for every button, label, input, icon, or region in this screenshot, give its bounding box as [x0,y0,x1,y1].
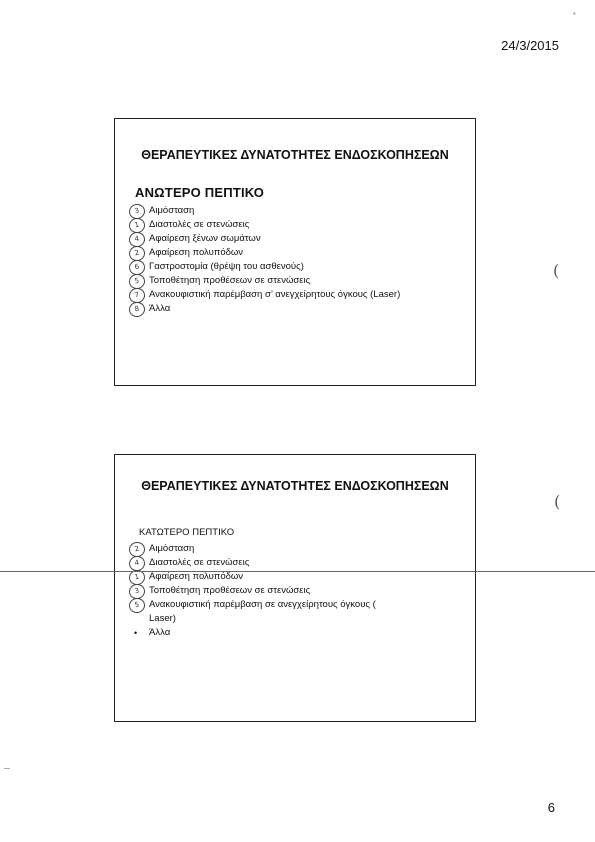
list-item-text: Αφαίρεση ξένων σωμάτων [149,233,261,244]
handwritten-number-mark: 1 [128,569,147,587]
handwritten-number-mark: 5 [128,273,147,291]
list-item-text: Άλλα [149,303,171,314]
section-heading: ΑΝΩΤΕΡΟ ΠΕΠΤΙΚΟ [135,185,265,200]
therapy-list [133,204,400,316]
scan-line [0,571,595,572]
list-item [133,260,400,274]
handwritten-number-mark: 7 [128,287,147,305]
handwritten-parenthesis: ( [553,261,560,280]
handwritten-number-mark: 3 [128,583,147,601]
handwritten-number-mark: 4 [128,231,147,249]
handwritten-number-mark: 4 [128,555,147,573]
section-heading: ΚΑΤΩΤΕΡΟ ΠΕΠΤΙΚΟ [139,527,235,538]
handwritten-number-mark: 2 [128,245,147,263]
corner-mark: * [573,12,576,19]
list-item [133,246,400,260]
page-date: 24/3/2015 [501,38,559,53]
list-item [133,556,379,570]
list-item [133,302,400,316]
list-item [133,542,379,556]
list-item-text: Τοποθέτηση προθέσεων σε στενώσεις [149,585,311,596]
list-item [133,584,379,598]
list-item-text: Διαστολές σε στενώσεις [149,557,250,568]
slide-lower-gi [114,454,476,722]
handwritten-number-mark: 5 [128,597,147,615]
list-item [133,274,400,288]
list-item-text: Άλλα [149,627,171,638]
therapy-list [133,542,379,640]
bullet-mark: • [134,628,138,638]
list-item [133,288,400,302]
list-item-text: Αιμόσταση [149,205,195,216]
slide-title: ΘΕΡΑΠΕΥΤΙΚΕΣ ΔΥΝΑΤΟΤΗΤΕΣ ΕΝΔΟΣΚΟΠΗΣΕΩΝ [141,148,449,162]
list-item-text: Γαστροστομία (θρέψη του ασθενούς) [149,261,304,272]
margin-tick [4,768,10,769]
list-item [133,204,400,218]
list-item [133,598,379,626]
handwritten-number-mark: 3 [128,203,147,221]
handwritten-number-mark: 6 [128,259,147,277]
list-item [133,232,400,246]
list-item-text: Ανακουφιστική παρέμβαση σ’ ανεγχείρητους όγκους (Laser) [149,289,401,300]
slide-upper-gi [114,118,476,386]
handwritten-number-mark: 1 [128,217,147,235]
handwritten-parenthesis: ( [554,492,561,511]
list-item-text: Ανακουφιστική παρέμβαση σε ανεγχείρητους όγκους ( Laser) [149,599,376,624]
list-item [133,218,400,232]
list-item-text: Αιμόσταση [149,543,195,554]
list-item-text: Διαστολές σε στενώσεις [149,219,250,230]
list-item-text: Αφαίρεση πολυπόδων [149,247,244,258]
list-item [133,626,379,640]
handwritten-number-mark: 2 [128,541,147,559]
list-item-text: Αφαίρεση πολυπόδων [149,571,244,582]
list-item [133,570,379,584]
handwritten-number-mark: 8 [128,301,147,319]
page-number: 6 [547,800,555,815]
slide-title: ΘΕΡΑΠΕΥΤΙΚΕΣ ΔΥΝΑΤΟΤΗΤΕΣ ΕΝΔΟΣΚΟΠΗΣΕΩΝ [141,479,449,493]
list-item-text: Τοποθέτηση προθέσεων σε στενώσεις [149,275,311,286]
